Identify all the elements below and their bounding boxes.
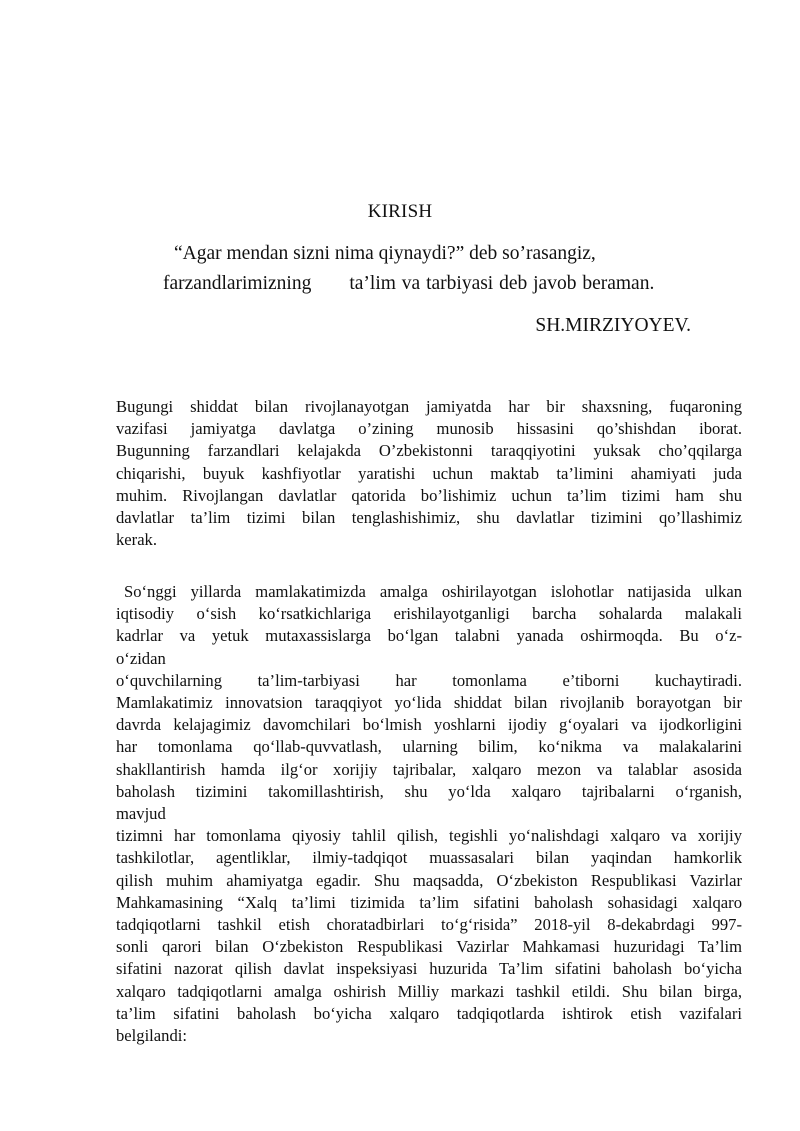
paragraph-2-line: qilish muhim ahamiyatga egadir. Shu maqsadda, O‘zbekiston Respublikasi Vazirlar — [116, 870, 742, 890]
paragraph-2-line: tashkilotlar, agentliklar, ilmiy-tadqiqot muassasalari bilan yaqindan hamkorlik — [116, 848, 742, 868]
paragraph-2-line: Mamlakatimiz innovatsion taraqqiyot yo‘lida shiddat bilan rivojlanib borayotgan bir — [116, 693, 742, 713]
page-title: KIRISH — [367, 201, 433, 222]
paragraph-2-line: sonli qarori bilan O‘zbekiston Respublikasi Vazirlar Mahkamasi huzuridagi Ta’lim — [116, 937, 742, 957]
paragraph-1-line: davlatlar ta’lim tizimi bilan tenglashishimiz, shu davlatlar tizimini qo’llashimiz — [116, 508, 742, 528]
paragraph-2-line: har tomonlama qo‘llab-quvvatlash, ularning bilim, ko‘nikma va malakalarini — [116, 737, 742, 757]
paragraph-2-line: kadrlar va yetuk mutaxassislarga bo‘lgan talabni yanada oshirmoqda. Bu o‘z- — [116, 626, 742, 646]
paragraph-2-line: iqtisodiy o‘sish ko‘rsatkichlariga erishilayotganligi barcha sohalarda malakali — [116, 604, 742, 624]
epigraph-line-2 — [163, 273, 654, 295]
paragraph-2-line: tizimni har tomonlama qiyosiy tahlil qilish, tegishli yo‘nalishdagi xalqaro va xorijiy — [116, 826, 742, 846]
paragraph-2-line: xalqaro tadqiqotlarni amalga oshirish Milliy markazi tashkil etildi. Shu bilan birga, — [116, 981, 742, 1001]
paragraph-2-line: ta’lim sifatini baholash bo‘yicha xalqaro tadqiqotlarda ishtirok etish vazifalari — [116, 1003, 742, 1023]
paragraph-1-line: vazifasi jamiyatga davlatga o’zining munosib hissasini qo’shishdan iborat. — [116, 419, 742, 439]
paragraph-2-line: mavjud — [116, 804, 166, 824]
paragraph-1-line: muhim. Rivojlangan davlatlar qatorida bo’lishimiz uchun ta’lim tizimi ham shu — [116, 485, 742, 505]
paragraph-2-line: baholash tizimini takomillashtirish, shu yo‘lda xalqaro tajribalarni o‘rganish, — [116, 781, 742, 801]
paragraph-2-line: o‘quvchilarning ta’lim-tarbiyasi har tomonlama e’tiborni kuchaytiradi. — [116, 670, 742, 690]
epigraph-line-2-part-a: farzandlarimizning — [163, 273, 312, 294]
paragraph-2-line: So‘nggi yillarda mamlakatimizda amalga oshirilayotgan islohotlar natijasida ulkan — [124, 582, 742, 601]
paragraph-2-line: o‘zidan — [116, 648, 166, 668]
paragraph-1-line: kerak. — [116, 530, 157, 550]
epigraph-line-1: “Agar mendan sizni nima qiynaydi?” deb so’rasangiz, — [174, 243, 596, 264]
paragraph-1-line: Bugunning farzandlari kelajakda O’zbekistonni taraqqiyotini yuksak cho’qqilarga — [116, 441, 742, 461]
paragraph-2-line: shakllantirish hamda ilg‘or xorijiy tajribalar, xalqaro mezon va talablar asosida — [116, 759, 742, 779]
paragraph-1 — [116, 396, 742, 551]
paragraph-1-line: chiqarishi, buyuk kashfiyotlar yaratishi uchun maktab ta’limini ahamiyati juda — [116, 463, 742, 483]
paragraph-2-line: sifatini nazorat qilish davlat inspeksiyasi huzurida Ta’lim sifatini baholash bo‘yicha — [116, 959, 742, 979]
paragraph-1-line: Bugungi shiddat bilan rivojlanayotgan jamiyatda har bir shaxsning, fuqaroning — [116, 397, 742, 416]
paragraph-2-line: belgilandi: — [116, 1026, 187, 1046]
paragraph-2 — [116, 581, 742, 1047]
paragraph-2-line: davrda kelajagimiz davomchilari bo‘lmish yoshlarni ijodiy g‘oyalari va ijodkorligini — [116, 715, 742, 735]
epigraph-line-2-part-b: ta’lim va tarbiyasi deb javob beraman. — [349, 273, 655, 294]
paragraph-2-line: Mahkamasining “Xalq ta’limi tizimida ta’lim sifatini baholash sohasidagi xalqaro — [116, 892, 742, 912]
epigraph-author: SH.MIRZIYOYEV. — [535, 315, 691, 336]
paragraph-2-line: tadqiqotlarni tashkil etish choratadbirlari to‘g‘risida” 2018-yil 8-dekabrdagi 997- — [116, 915, 742, 935]
